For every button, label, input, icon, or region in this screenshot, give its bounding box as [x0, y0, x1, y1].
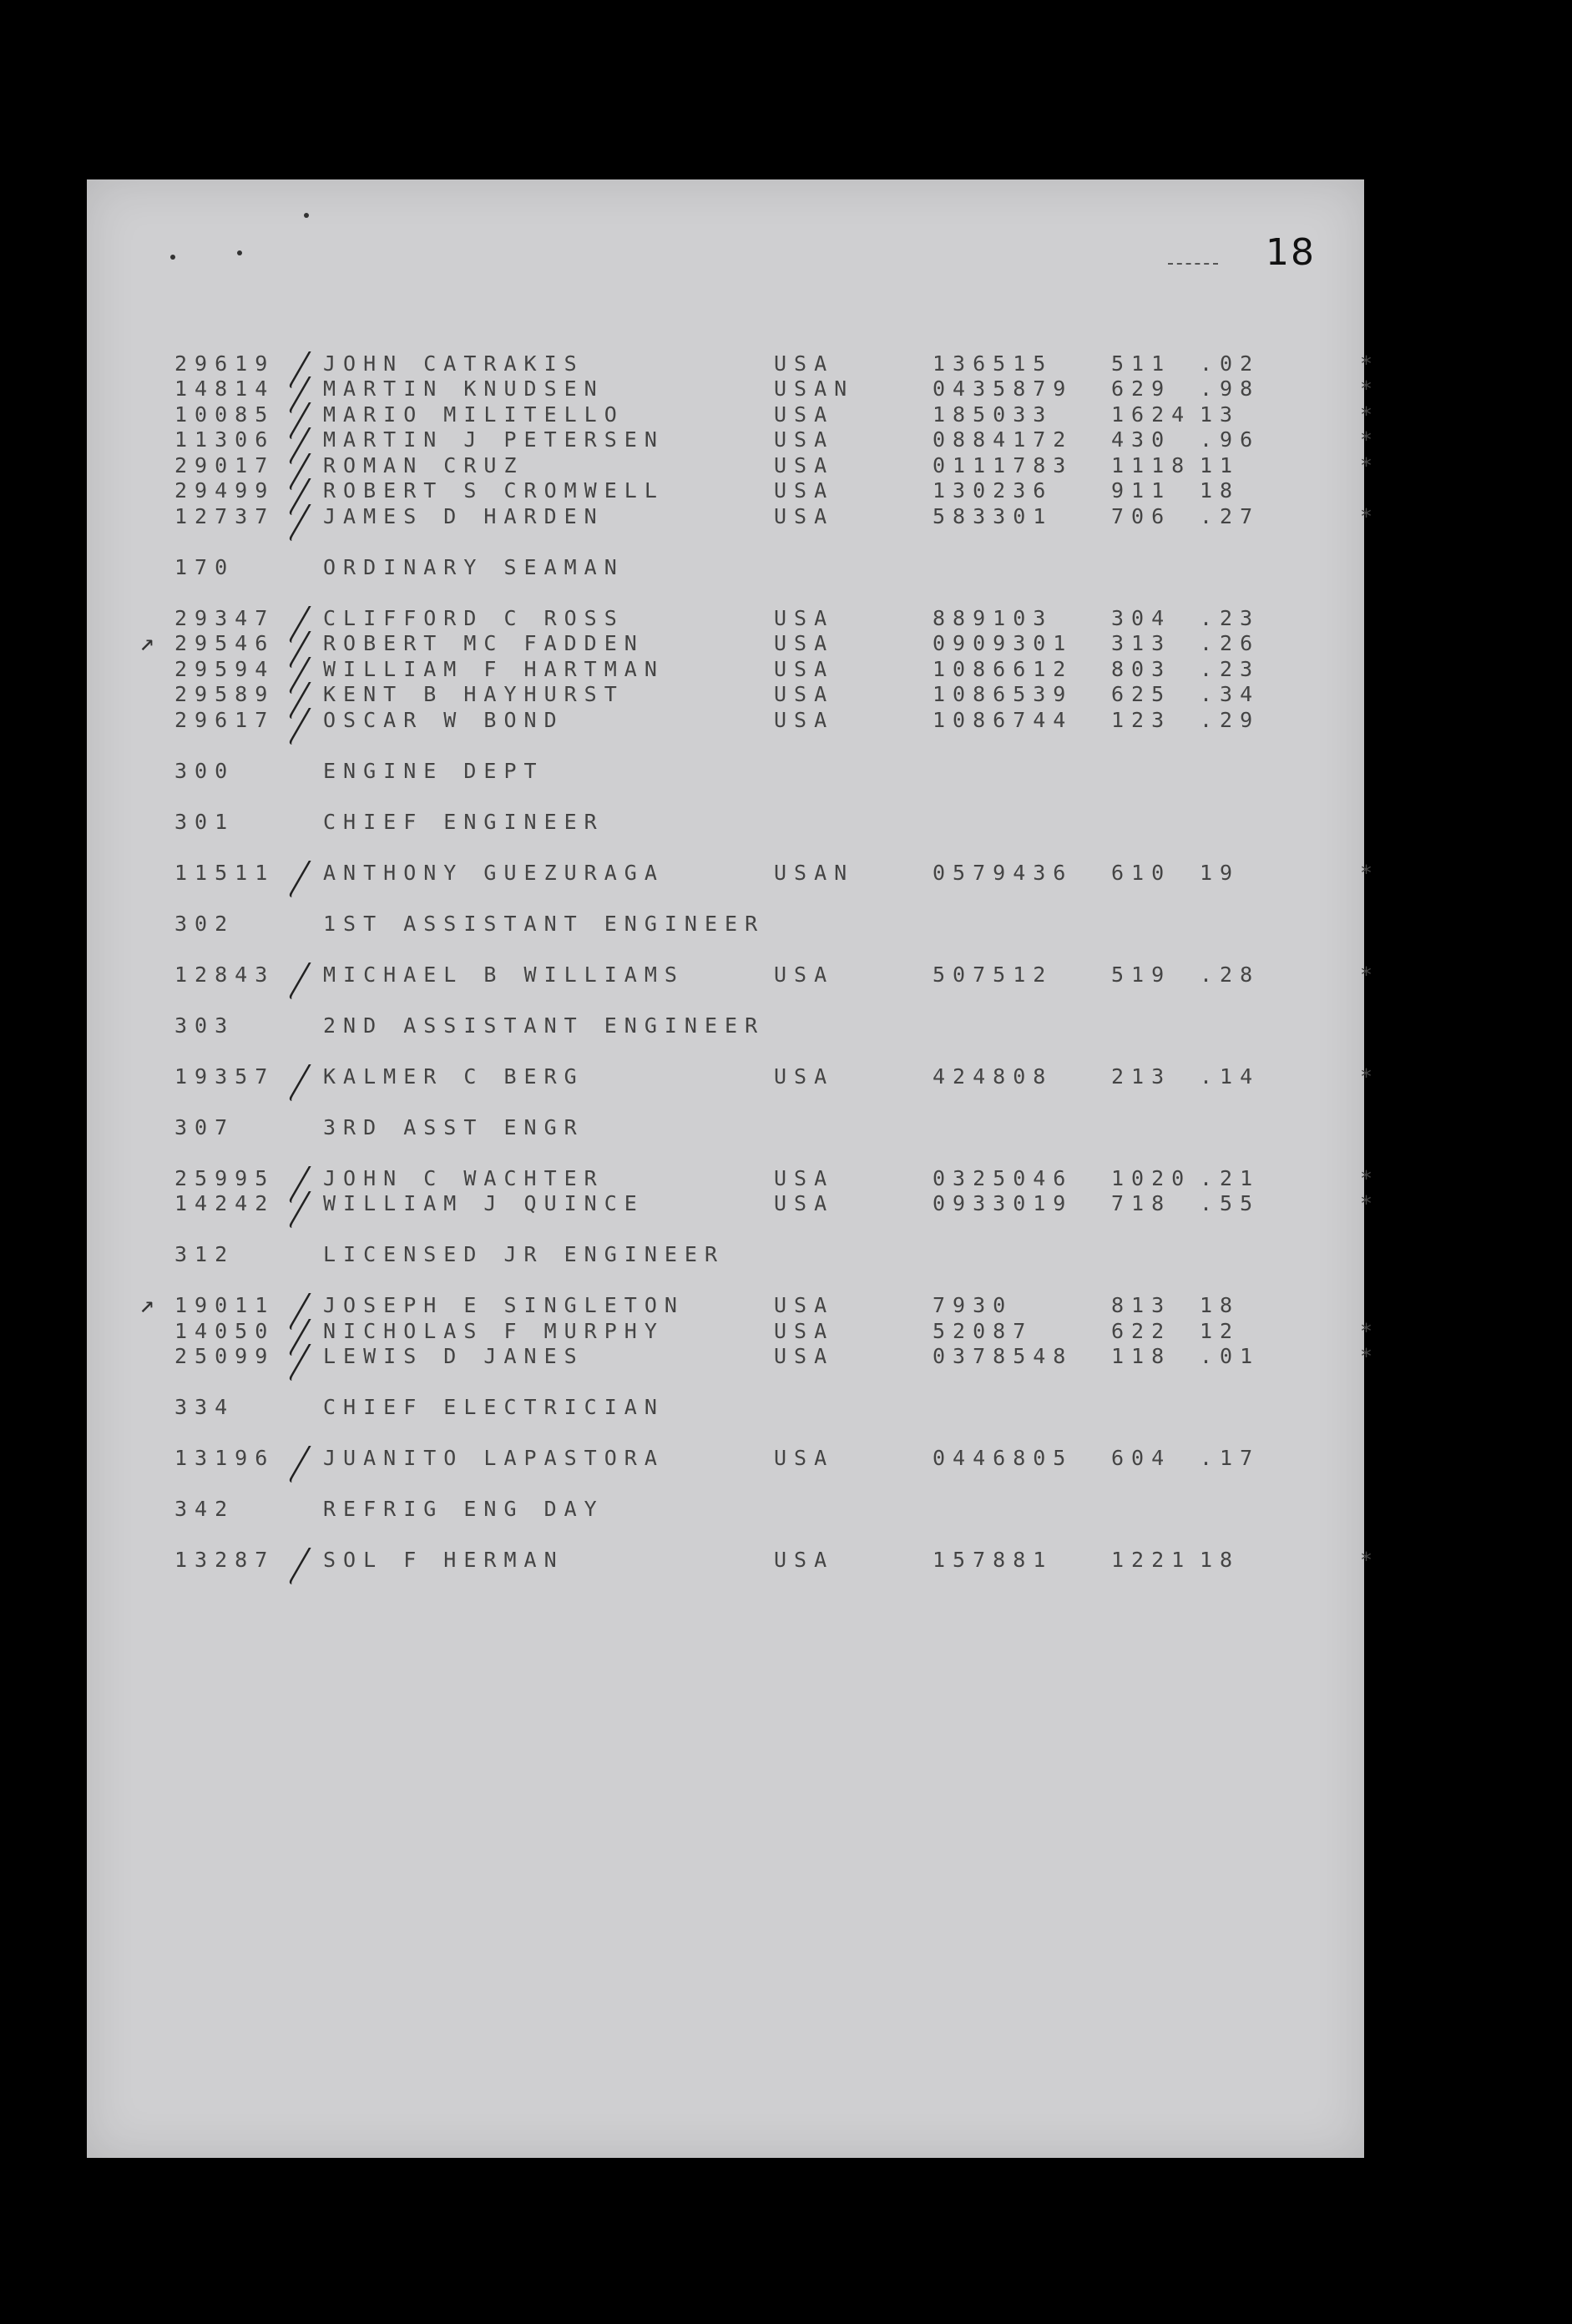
value-b: .17	[1200, 1446, 1261, 1470]
crew-name: WILLIAM F HARTMAN	[323, 656, 665, 681]
asterisk-mark: *	[1360, 1344, 1381, 1368]
document-number: 0579436	[933, 860, 1074, 885]
crew-row	[174, 1548, 1381, 1574]
value-b: .98	[1200, 376, 1261, 401]
asterisk-mark: *	[1360, 962, 1381, 987]
section-heading	[174, 1115, 1331, 1141]
value-b: 19	[1200, 860, 1241, 885]
crew-row	[139, 628, 1331, 657]
document-number: 1086612	[933, 656, 1074, 681]
crew-id: 11306	[174, 427, 275, 452]
document-number: 52087	[933, 1318, 1034, 1343]
section-title: ORDINARY SEAMAN	[323, 554, 624, 579]
crew-name: JOSEPH E SINGLETON	[323, 1293, 685, 1317]
asterisk-mark: *	[1360, 452, 1381, 477]
document-number: 0325046	[933, 1165, 1074, 1190]
section-heading	[174, 1013, 1331, 1039]
asterisk-mark: *	[1360, 1548, 1381, 1572]
value-b: 18	[1200, 478, 1241, 503]
value-a: 1118	[1111, 452, 1192, 477]
section-title: ENGINE DEPT	[323, 758, 544, 783]
value-b: .21	[1200, 1165, 1261, 1190]
value-b: .01	[1200, 1344, 1261, 1368]
section-title: CHIEF ENGINEER	[323, 809, 604, 834]
value-a: 629	[1111, 376, 1172, 401]
asterisk-mark: *	[1360, 402, 1381, 427]
document-number: 7930	[933, 1293, 1013, 1317]
nationality: USA	[774, 962, 835, 987]
header-dash-mark	[1168, 263, 1218, 267]
section-heading	[174, 1497, 1331, 1523]
nationality: USA	[774, 503, 835, 528]
crew-id: 14242	[174, 1191, 275, 1215]
crew-name: JOHN CATRAKIS	[323, 351, 584, 376]
blank-line	[174, 580, 1331, 606]
blank-line	[174, 1089, 1331, 1115]
crew-row	[174, 351, 1381, 377]
blank-line	[174, 1268, 1331, 1294]
value-b: .28	[1200, 962, 1261, 987]
blank-line	[174, 937, 1331, 962]
value-b: .27	[1200, 503, 1261, 528]
nationality: USA	[774, 707, 835, 732]
document-number: 0446805	[933, 1446, 1074, 1470]
value-b: .55	[1200, 1191, 1261, 1215]
crew-id: 29619	[174, 351, 275, 376]
nationality: USA	[774, 1548, 835, 1572]
document-number: 1086539	[933, 682, 1074, 706]
asterisk-mark: *	[1360, 503, 1381, 528]
blank-line	[174, 988, 1331, 1013]
value-a: 625	[1111, 682, 1172, 706]
section-heading	[174, 912, 1331, 937]
blank-line	[174, 1421, 1331, 1447]
nationality: USA	[774, 1063, 835, 1089]
section-code: 300	[174, 758, 235, 783]
crew-id: 13196	[174, 1446, 275, 1470]
nationality: USA	[774, 1318, 835, 1343]
document-number: 0909301	[933, 631, 1074, 655]
arrow-annotation: ↗	[139, 628, 163, 657]
crew-name: NICHOLAS F MURPHY	[323, 1318, 665, 1343]
crew-row	[174, 503, 1381, 530]
crew-id: 29347	[174, 605, 275, 630]
asterisk-mark: *	[1360, 427, 1381, 452]
nationality: USA	[774, 1165, 835, 1190]
crew-name: MARIO MILITELLO	[323, 402, 624, 427]
document-number: 1086744	[933, 707, 1074, 732]
crew-name: OSCAR W BOND	[323, 707, 564, 732]
value-a: 911	[1111, 478, 1172, 503]
crew-row	[174, 452, 1381, 479]
nationality: USA	[774, 682, 835, 706]
document-number: 130236	[933, 478, 1054, 503]
blank-line	[174, 886, 1331, 912]
section-heading	[174, 810, 1331, 836]
page-number: 18	[1266, 231, 1316, 274]
section-code: 302	[174, 911, 235, 936]
blank-line	[174, 1370, 1331, 1396]
nationality: USA	[774, 656, 835, 681]
nationality: USA	[774, 605, 835, 630]
crew-id: 29594	[174, 656, 275, 681]
ink-speck	[237, 250, 242, 255]
blank-line	[174, 1523, 1331, 1548]
nationality: USA	[774, 478, 835, 503]
crew-id: 19011	[174, 1293, 275, 1317]
document-number: 157881	[933, 1548, 1054, 1572]
value-a: 706	[1111, 503, 1172, 528]
crew-name: MICHAEL B WILLIAMS	[323, 962, 685, 987]
section-heading	[174, 555, 1331, 581]
section-code: 307	[174, 1114, 235, 1139]
value-b: 18	[1200, 1548, 1241, 1572]
nationality: USAN	[774, 376, 855, 401]
nationality: USA	[774, 351, 835, 376]
crew-row	[174, 376, 1381, 402]
crew-row	[174, 1318, 1381, 1345]
crew-row	[139, 1290, 1331, 1319]
value-a: 118	[1111, 1344, 1172, 1368]
section-title: 3RD ASST ENGR	[323, 1114, 584, 1139]
section-code: 312	[174, 1242, 235, 1266]
blank-line	[174, 835, 1331, 861]
blank-line	[174, 1217, 1331, 1243]
value-a: 718	[1111, 1191, 1172, 1215]
crew-name: ROMAN CRUZ	[323, 452, 524, 477]
crew-name: WILLIAM J QUINCE	[323, 1191, 644, 1215]
document-number: 424808	[933, 1063, 1054, 1089]
section-heading	[174, 1242, 1331, 1268]
nationality: USA	[774, 1191, 835, 1215]
crew-row	[174, 1165, 1381, 1192]
crew-id: 29617	[174, 707, 275, 732]
value-b: .14	[1200, 1063, 1261, 1089]
crew-row	[174, 860, 1381, 887]
crew-id: 14050	[174, 1318, 275, 1343]
value-b: 11	[1200, 452, 1241, 477]
crew-id: 29499	[174, 478, 275, 503]
crew-row	[174, 682, 1331, 708]
blank-line	[174, 1038, 1331, 1064]
crew-name: ANTHONY GUEZURAGA	[323, 860, 665, 885]
nationality: USA	[774, 1293, 835, 1317]
crew-row	[174, 708, 1331, 734]
value-b: 12	[1200, 1318, 1241, 1343]
crew-name: CLIFFORD C ROSS	[323, 605, 624, 630]
check-tick-mark	[287, 1548, 362, 1584]
document-page	[87, 179, 1381, 2158]
value-a: 313	[1111, 631, 1172, 655]
value-a: 511	[1111, 351, 1172, 376]
crew-name: MARTIN KNUDSEN	[323, 376, 604, 401]
blank-line	[174, 733, 1331, 759]
value-a: 430	[1111, 427, 1172, 452]
value-b: .26	[1200, 631, 1261, 655]
crew-row	[174, 427, 1381, 453]
document-number: 0435879	[933, 376, 1074, 401]
asterisk-mark: *	[1360, 1063, 1381, 1089]
value-a: 1020	[1111, 1165, 1192, 1190]
value-a: 610	[1111, 860, 1172, 885]
nationality: USA	[774, 1446, 835, 1470]
crew-row	[174, 1191, 1381, 1217]
nationality: USA	[774, 1344, 835, 1368]
crew-id: 29017	[174, 452, 275, 477]
section-title: LICENSED JR ENGINEER	[323, 1242, 725, 1266]
asterisk-mark: *	[1360, 860, 1381, 885]
document-number: 0933019	[933, 1191, 1074, 1215]
value-a: 123	[1111, 707, 1172, 732]
crew-id: 19357	[174, 1063, 275, 1089]
value-b: .23	[1200, 605, 1261, 630]
section-heading	[174, 1395, 1331, 1421]
asterisk-mark: *	[1360, 1318, 1381, 1343]
document-number: 0378548	[933, 1344, 1074, 1368]
section-code: 301	[174, 809, 235, 834]
section-title: 1ST ASSISTANT ENGINEER	[323, 911, 766, 936]
value-b: .23	[1200, 656, 1261, 681]
nationality: USAN	[774, 860, 855, 885]
document-number: 889103	[933, 605, 1054, 630]
value-a: 213	[1111, 1063, 1172, 1089]
crew-row	[174, 402, 1381, 428]
document-number: 0111783	[933, 452, 1074, 477]
arrow-annotation: ↗	[139, 1290, 163, 1319]
document-number: 0884172	[933, 427, 1074, 452]
crew-row	[174, 478, 1331, 504]
document-number: 583301	[933, 503, 1054, 528]
blank-line	[174, 529, 1331, 555]
section-code: 170	[174, 554, 235, 579]
asterisk-mark: *	[1360, 1191, 1381, 1215]
value-a: 803	[1111, 656, 1172, 681]
value-a: 1221	[1111, 1548, 1192, 1572]
crew-name: JAMES D HARDEN	[323, 503, 604, 528]
blank-line	[174, 326, 1331, 351]
crew-name: JUANITO LAPASTORA	[323, 1446, 665, 1470]
section-code: 334	[174, 1395, 235, 1419]
crew-id: 12843	[174, 962, 275, 987]
blank-line	[174, 1472, 1331, 1498]
value-a: 1624	[1111, 402, 1192, 427]
section-title: REFRIG ENG DAY	[323, 1497, 604, 1521]
blank-line	[174, 1140, 1331, 1166]
nationality: USA	[774, 402, 835, 427]
section-code: 342	[174, 1497, 235, 1521]
blank-line	[174, 784, 1331, 810]
crew-id: 29546	[174, 631, 275, 655]
document-number: 185033	[933, 402, 1054, 427]
value-b: .02	[1200, 351, 1261, 376]
crew-name: LEWIS D JANES	[323, 1344, 584, 1368]
crew-list	[139, 326, 1381, 1574]
crew-id: 12737	[174, 503, 275, 528]
crew-row	[174, 1344, 1381, 1370]
section-title: 2ND ASSISTANT ENGINEER	[323, 1013, 766, 1038]
crew-name: ROBERT MC FADDEN	[323, 631, 644, 655]
crew-id: 25099	[174, 1344, 275, 1368]
asterisk-mark: *	[1360, 1165, 1381, 1190]
nationality: USA	[774, 427, 835, 452]
value-b: .96	[1200, 427, 1261, 452]
value-a: 622	[1111, 1318, 1172, 1343]
value-b: 13	[1200, 402, 1241, 427]
value-a: 304	[1111, 605, 1172, 630]
asterisk-mark: *	[1360, 351, 1381, 376]
crew-name: MARTIN J PETERSEN	[323, 427, 665, 452]
crew-id: 14814	[174, 376, 275, 401]
crew-id: 25995	[174, 1165, 275, 1190]
ink-speck	[170, 255, 175, 260]
value-a: 604	[1111, 1446, 1172, 1470]
asterisk-mark: *	[1360, 376, 1381, 401]
crew-name: ROBERT S CROMWELL	[323, 478, 665, 503]
document-number: 507512	[933, 962, 1054, 987]
crew-row	[174, 1063, 1381, 1090]
section-title: CHIEF ELECTRICIAN	[323, 1395, 665, 1419]
value-b: 18	[1200, 1293, 1241, 1317]
value-b: .34	[1200, 682, 1261, 706]
value-a: 813	[1111, 1293, 1172, 1317]
crew-name: KALMER C BERG	[323, 1063, 584, 1089]
crew-row	[174, 962, 1381, 988]
crew-name: KENT B HAYHURST	[323, 682, 624, 706]
crew-id: 10085	[174, 402, 275, 427]
crew-row	[174, 1446, 1331, 1472]
document-number: 136515	[933, 351, 1054, 376]
value-a: 519	[1111, 962, 1172, 987]
crew-name: SOL F HERMAN	[323, 1548, 564, 1572]
crew-name: JOHN C WACHTER	[323, 1165, 604, 1190]
nationality: USA	[774, 452, 835, 477]
section-code: 303	[174, 1013, 235, 1038]
crew-row	[174, 657, 1331, 683]
crew-id: 11511	[174, 860, 275, 885]
section-heading	[174, 759, 1331, 785]
crew-id: 29589	[174, 682, 275, 706]
value-b: .29	[1200, 707, 1261, 732]
nationality: USA	[774, 631, 835, 655]
ink-speck	[304, 213, 309, 218]
crew-id: 13287	[174, 1548, 275, 1572]
crew-row	[174, 606, 1331, 632]
